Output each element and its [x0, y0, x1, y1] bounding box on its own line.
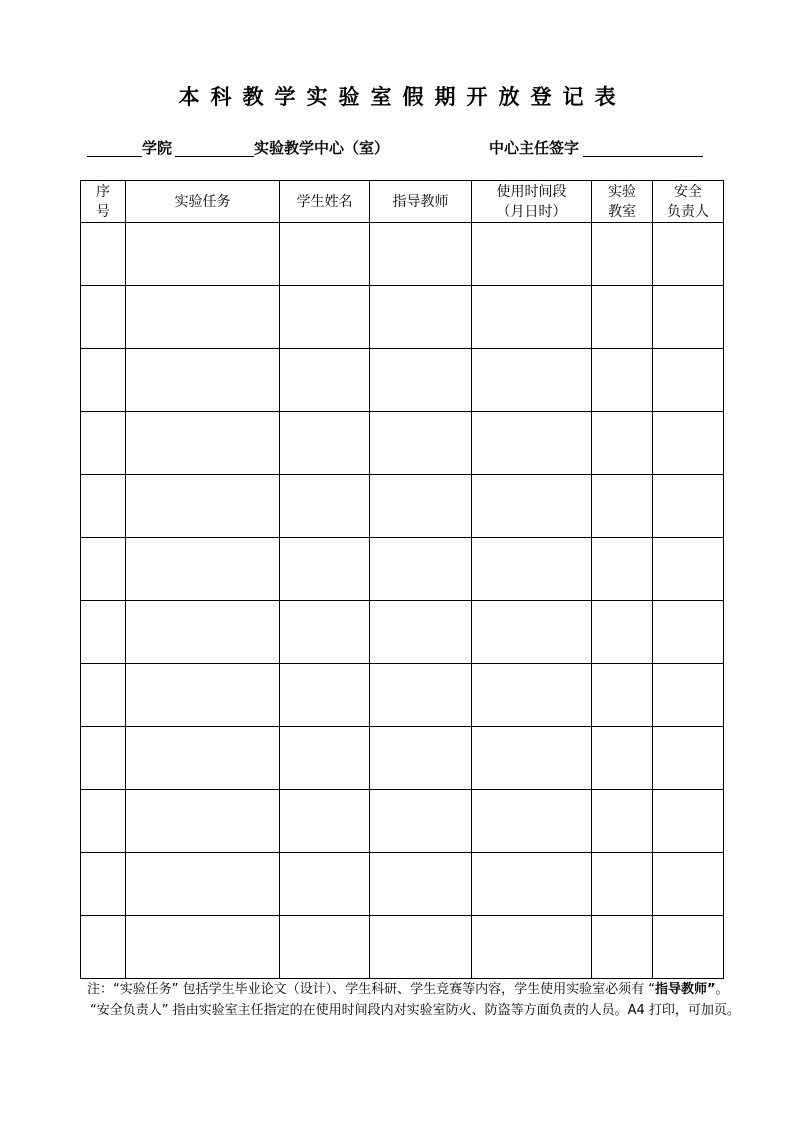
cell-time-slot — [472, 664, 592, 727]
note-line-1 — [87, 980, 729, 1000]
director-signature-label: 中心主任签字 — [489, 139, 580, 157]
college-label: 学院 — [142, 139, 173, 157]
cell-index — [81, 727, 126, 790]
cell-advisor — [370, 916, 472, 979]
cell-advisor — [370, 853, 472, 916]
cell-index — [81, 349, 126, 412]
table-row — [81, 475, 724, 538]
cell-index — [81, 664, 126, 727]
cell-index — [81, 286, 126, 349]
header-student — [280, 181, 370, 223]
cell-student — [280, 853, 370, 916]
cell-advisor — [370, 412, 472, 475]
table-row — [81, 727, 724, 790]
header-task-label: 实验任务 — [174, 193, 231, 210]
note-line-2: “安全负责人” 指由实验室主任指定的在使用时间段内对实验室防火、防盗等方面负责的人员。A4 打印，可加页。 — [90, 1003, 740, 1018]
cell-student — [280, 223, 370, 286]
cell-student — [280, 727, 370, 790]
cell-time-slot — [472, 475, 592, 538]
table-row — [81, 349, 724, 412]
cell-task — [126, 412, 280, 475]
header-time-slot — [472, 181, 592, 223]
cell-task — [126, 475, 280, 538]
cell-safety-officer — [653, 601, 724, 664]
cell-advisor — [370, 601, 472, 664]
cell-time-slot — [472, 286, 592, 349]
cell-safety-officer — [653, 664, 724, 727]
cell-room — [592, 349, 653, 412]
cell-student — [280, 349, 370, 412]
cell-task — [126, 538, 280, 601]
cell-task — [126, 286, 280, 349]
cell-room — [592, 286, 653, 349]
header-safety-officer-line2: 负责人 — [667, 203, 709, 220]
cell-room — [592, 475, 653, 538]
cell-student — [280, 286, 370, 349]
cell-safety-officer — [653, 412, 724, 475]
cell-student — [280, 664, 370, 727]
table-body — [81, 223, 724, 979]
cell-index — [81, 538, 126, 601]
table-row — [81, 538, 724, 601]
cell-safety-officer — [653, 916, 724, 979]
note-line-1-text: 注：“实验任务” 包括学生毕业论文（设计）、学生科研、学生竞赛等内容，学生使用实验室必须有 “ — [87, 982, 655, 997]
cell-advisor — [370, 727, 472, 790]
table-row — [81, 664, 724, 727]
header-index-line1: 序 — [96, 183, 110, 200]
cell-task — [126, 727, 280, 790]
cell-student — [280, 916, 370, 979]
header-advisor-label: 指导教师 — [392, 193, 449, 210]
cell-safety-officer — [653, 727, 724, 790]
cell-task — [126, 349, 280, 412]
college-blank — [87, 156, 142, 157]
table-row — [81, 412, 724, 475]
cell-time-slot — [472, 853, 592, 916]
cell-advisor — [370, 349, 472, 412]
cell-room — [592, 601, 653, 664]
cell-student — [280, 601, 370, 664]
cell-advisor — [370, 223, 472, 286]
cell-task — [126, 916, 280, 979]
cell-time-slot — [472, 349, 592, 412]
registration-table — [80, 180, 724, 979]
cell-room — [592, 412, 653, 475]
table-row — [81, 853, 724, 916]
cell-safety-officer — [653, 853, 724, 916]
table-row — [81, 601, 724, 664]
cell-index — [81, 853, 126, 916]
header-time-slot-line2: （月日时） — [496, 203, 567, 220]
cell-time-slot — [472, 601, 592, 664]
cell-safety-officer — [653, 538, 724, 601]
cell-task — [126, 853, 280, 916]
cell-safety-officer — [653, 223, 724, 286]
cell-task — [126, 223, 280, 286]
cell-room — [592, 853, 653, 916]
cell-room — [592, 790, 653, 853]
cell-advisor — [370, 538, 472, 601]
cell-room — [592, 916, 653, 979]
header-index — [81, 181, 126, 223]
cell-advisor — [370, 475, 472, 538]
cell-safety-officer — [653, 349, 724, 412]
header-advisor — [370, 181, 472, 223]
table-row — [81, 790, 724, 853]
header-room-line1: 实验 — [608, 183, 636, 200]
director-signature-blank — [583, 156, 703, 157]
table-header-row — [81, 181, 724, 223]
cell-index — [81, 412, 126, 475]
header-safety-officer-line1: 安全 — [674, 183, 702, 200]
cell-task — [126, 664, 280, 727]
center-label: 实验教学中心（室） — [254, 139, 390, 157]
cell-student — [280, 538, 370, 601]
cell-index — [81, 223, 126, 286]
cell-student — [280, 475, 370, 538]
cell-time-slot — [472, 538, 592, 601]
cell-index — [81, 601, 126, 664]
table-row — [81, 916, 724, 979]
header-safety-officer — [653, 181, 724, 223]
header-student-label: 学生姓名 — [296, 193, 353, 210]
cell-safety-officer — [653, 790, 724, 853]
cell-safety-officer — [653, 286, 724, 349]
cell-safety-officer — [653, 475, 724, 538]
cell-room — [592, 538, 653, 601]
cell-time-slot — [472, 727, 592, 790]
header-index-line2: 号 — [96, 203, 110, 220]
cell-time-slot — [472, 223, 592, 286]
header-task — [126, 181, 280, 223]
header-room — [592, 181, 653, 223]
cell-student — [280, 412, 370, 475]
cell-task — [126, 790, 280, 853]
table-row — [81, 223, 724, 286]
cell-student — [280, 790, 370, 853]
page-title: 本科教学实验室假期开放登记表 — [178, 85, 627, 109]
cell-advisor — [370, 286, 472, 349]
cell-advisor — [370, 664, 472, 727]
note-line-1-emphasis: 指导教师” — [654, 982, 716, 997]
cell-time-slot — [472, 916, 592, 979]
note-line-1-end: 。 — [715, 982, 729, 997]
cell-index — [81, 916, 126, 979]
cell-time-slot — [472, 790, 592, 853]
table-row — [81, 286, 724, 349]
header-time-slot-line1: 使用时间段 — [496, 183, 567, 200]
cell-room — [592, 664, 653, 727]
cell-index — [81, 790, 126, 853]
cell-room — [592, 727, 653, 790]
cell-advisor — [370, 790, 472, 853]
center-blank — [175, 156, 254, 157]
cell-task — [126, 601, 280, 664]
cell-time-slot — [472, 412, 592, 475]
cell-room — [592, 223, 653, 286]
header-room-line2: 教室 — [608, 203, 636, 220]
cell-index — [81, 475, 126, 538]
